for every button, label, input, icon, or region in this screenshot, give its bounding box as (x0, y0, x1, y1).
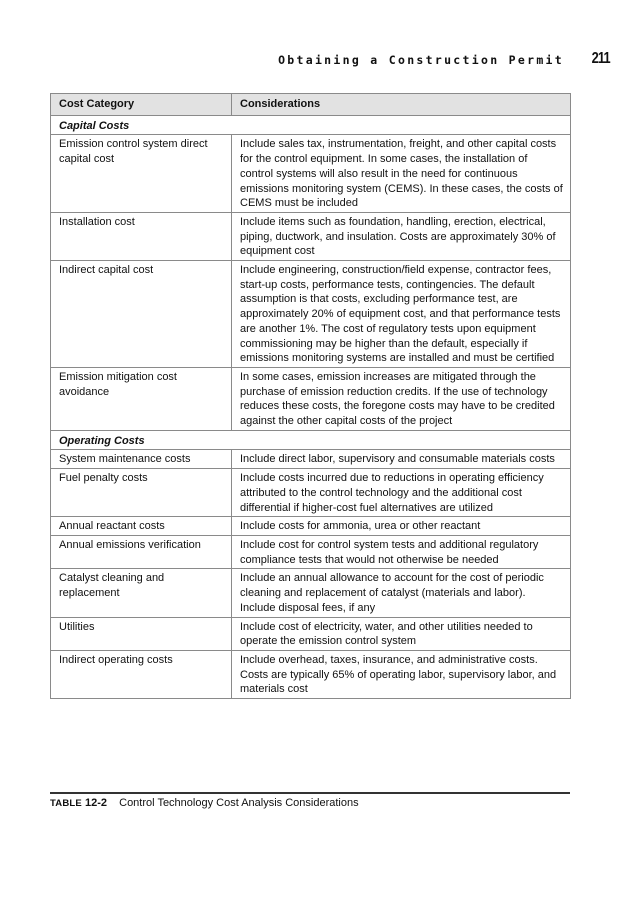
column-header-considerations: Considerations (232, 94, 571, 116)
considerations-cell: Include cost for control system tests and additional regulatory compliance tests that would not otherwise be needed (232, 535, 571, 568)
table-header-row (51, 94, 571, 116)
section-row-capital-costs (51, 115, 571, 135)
cost-category-cell: Installation cost (51, 212, 232, 260)
considerations-cell: Include sales tax, instrumentation, freight, and other capital costs for the control equipment. In some cases, the installation of control systems will also result in the need for continuous emissions monitoring system (CEMS). In these cases, the costs of CEMS must be included (232, 135, 571, 213)
column-header-cost-category: Cost Category (51, 94, 232, 116)
considerations-cell: Include engineering, construction/field expense, contractor fees, start-up costs, performance tests, contingencies. The default assumption is that costs, excluding performance test, are approximately 20% of equipment cost, and that performance tests are another 1%. The cost of regulatory tests upon equipment commissioning may be higher than the default, especially if emissions monitoring systems are installed and must be certified (232, 261, 571, 368)
table-row (51, 212, 571, 260)
cost-category-cell: Indirect capital cost (51, 261, 232, 368)
considerations-cell: Include overhead, taxes, insurance, and administrative costs. Costs are typically 65% of operating labor, supervisory labor, and materials cost (232, 650, 571, 698)
table-row (51, 469, 571, 517)
cost-table-container (50, 93, 570, 699)
table-row (51, 517, 571, 536)
running-title: Obtaining a Construction Permit (278, 53, 564, 67)
page-number: 211 (591, 50, 610, 67)
considerations-cell: Include items such as foundation, handling, erection, electrical, piping, ductwork, and insulation. Costs are approximately 30% of equipment cost (232, 212, 571, 260)
table-caption (50, 792, 570, 809)
cost-analysis-table (50, 93, 571, 699)
cost-category-cell: Catalyst cleaning and replacement (51, 569, 232, 617)
section-title: Operating Costs (51, 430, 571, 450)
table-row (51, 450, 571, 469)
considerations-cell: Include direct labor, supervisory and consumable materials costs (232, 450, 571, 469)
table-row (51, 261, 571, 368)
considerations-cell: Include an annual allowance to account for the cost of periodic cleaning and replacement of catalyst (materials and labor). Include disposal fees, if any (232, 569, 571, 617)
cost-category-cell: Utilities (51, 617, 232, 650)
considerations-cell: Include cost of electricity, water, and other utilities needed to operate the emission control system (232, 617, 571, 650)
section-title: Capital Costs (51, 115, 571, 135)
considerations-cell: In some cases, emission increases are mitigated through the purchase of emission reduction credits. If the use of technology reduces these costs, the foregone costs may have to be credited against the other capital costs of the project (232, 367, 571, 430)
caption-text: Control Technology Cost Analysis Considerations (119, 797, 359, 809)
table-row (51, 650, 571, 698)
cost-category-cell: System maintenance costs (51, 450, 232, 469)
table-row (51, 367, 571, 430)
considerations-cell: Include costs incurred due to reductions in operating efficiency attributed to the control technology and the additional cost differential if higher-cost fuel alternatives are utilized (232, 469, 571, 517)
table-row (51, 535, 571, 568)
running-head (278, 50, 612, 70)
cost-category-cell: Indirect operating costs (51, 650, 232, 698)
table-row (51, 617, 571, 650)
caption-number: 12-2 (85, 797, 108, 809)
cost-category-cell: Annual reactant costs (51, 517, 232, 536)
caption-label: TABLE (50, 798, 82, 809)
cost-category-cell: Emission control system direct capital cost (51, 135, 232, 213)
table-row (51, 135, 571, 213)
considerations-cell: Include costs for ammonia, urea or other reactant (232, 517, 571, 536)
cost-category-cell: Annual emissions verification (51, 535, 232, 568)
cost-category-cell: Emission mitigation cost avoidance (51, 367, 232, 430)
table-row (51, 569, 571, 617)
cost-category-cell: Fuel penalty costs (51, 469, 232, 517)
section-row-operating-costs (51, 430, 571, 450)
